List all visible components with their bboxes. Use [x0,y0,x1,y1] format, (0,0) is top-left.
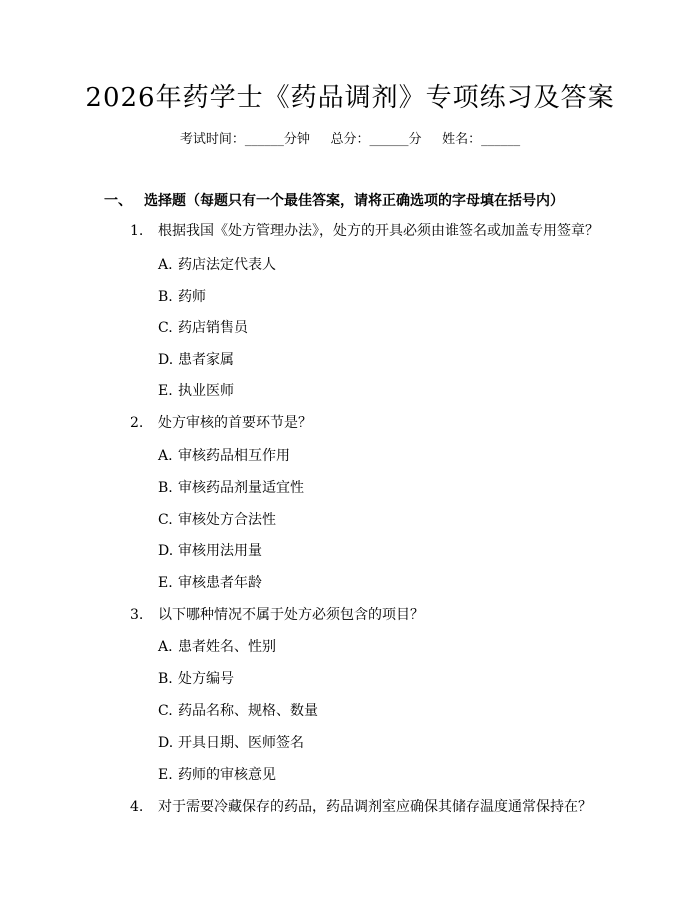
option-text: 审核患者年龄 [178,575,262,591]
question-1-option-e [158,381,234,401]
question-number: 2. [130,415,144,431]
option-letter: B. [158,480,173,496]
option-text: 药品名称、规格、数量 [178,703,318,719]
question-3-option-e [158,765,276,785]
option-letter: B. [158,671,173,687]
question-3-option-c [158,701,318,721]
question-1-option-c [158,318,248,338]
question-number: 4. [130,799,144,815]
option-letter: E. [158,575,173,591]
option-text: 处方编号 [178,671,234,687]
exam-info-line: 考试时间：______分钟 总分：______分 姓名：______ [179,132,521,147]
option-text: 审核药品剂量适宜性 [178,480,304,496]
question-number: 3. [130,607,144,623]
section-heading [104,190,564,212]
section-heading-text: 选择题（每题只有一个最佳答案，请将正确选项的字母填在括号内） [144,193,564,209]
question-3-option-b [158,669,234,689]
option-letter: C. [158,703,173,719]
option-text: 开具日期、医师签名 [178,735,304,751]
question-text: 根据我国《处方管理办法》，处方的开具必须由谁签名或加盖专用签章？ [158,223,599,239]
option-letter: A. [158,639,173,655]
option-text: 药师的审核意见 [178,767,276,783]
option-letter: D. [158,543,174,559]
question-3-option-a [158,637,276,657]
question-3-option-d [158,733,304,753]
question-text: 处方审核的首要环节是？ [158,415,312,431]
question-2 [130,413,312,433]
question-3 [130,605,424,625]
option-letter: A. [158,448,173,464]
question-1-option-a [158,255,276,275]
question-1-option-b [158,287,206,307]
question-1-option-d [158,350,234,370]
option-text: 药店销售员 [178,320,248,336]
option-text: 患者家属 [178,352,234,368]
section-number: 一、 [104,193,132,209]
document-title: 2026年药学士《药品调剂》专项练习及答案 [85,83,615,113]
option-letter: E. [158,767,173,783]
option-letter: A. [158,257,173,273]
question-text: 以下哪种情况不属于处方必须包含的项目？ [158,607,424,623]
option-text: 药店法定代表人 [178,257,276,273]
option-letter: D. [158,352,174,368]
question-2-option-e [158,573,262,593]
option-letter: B. [158,289,173,305]
option-text: 审核处方合法性 [178,512,276,528]
option-letter: C. [158,512,173,528]
option-letter: D. [158,735,174,751]
question-2-option-a [158,446,290,466]
option-text: 药师 [178,289,206,305]
question-1 [130,221,599,241]
option-text: 审核用法用量 [178,543,262,559]
question-2-option-c [158,510,276,530]
option-text: 审核药品相互作用 [178,448,290,464]
option-text: 执业医师 [178,383,234,399]
option-letter: E. [158,383,173,399]
question-4 [130,797,592,817]
question-text: 对于需要冷藏保存的药品，药品调剂室应确保其储存温度通常保持在？ [158,799,592,815]
option-letter: C. [158,320,173,336]
option-text: 患者姓名、性别 [178,639,276,655]
question-2-option-d [158,541,262,561]
question-number: 1. [130,223,144,239]
question-2-option-b [158,478,304,498]
